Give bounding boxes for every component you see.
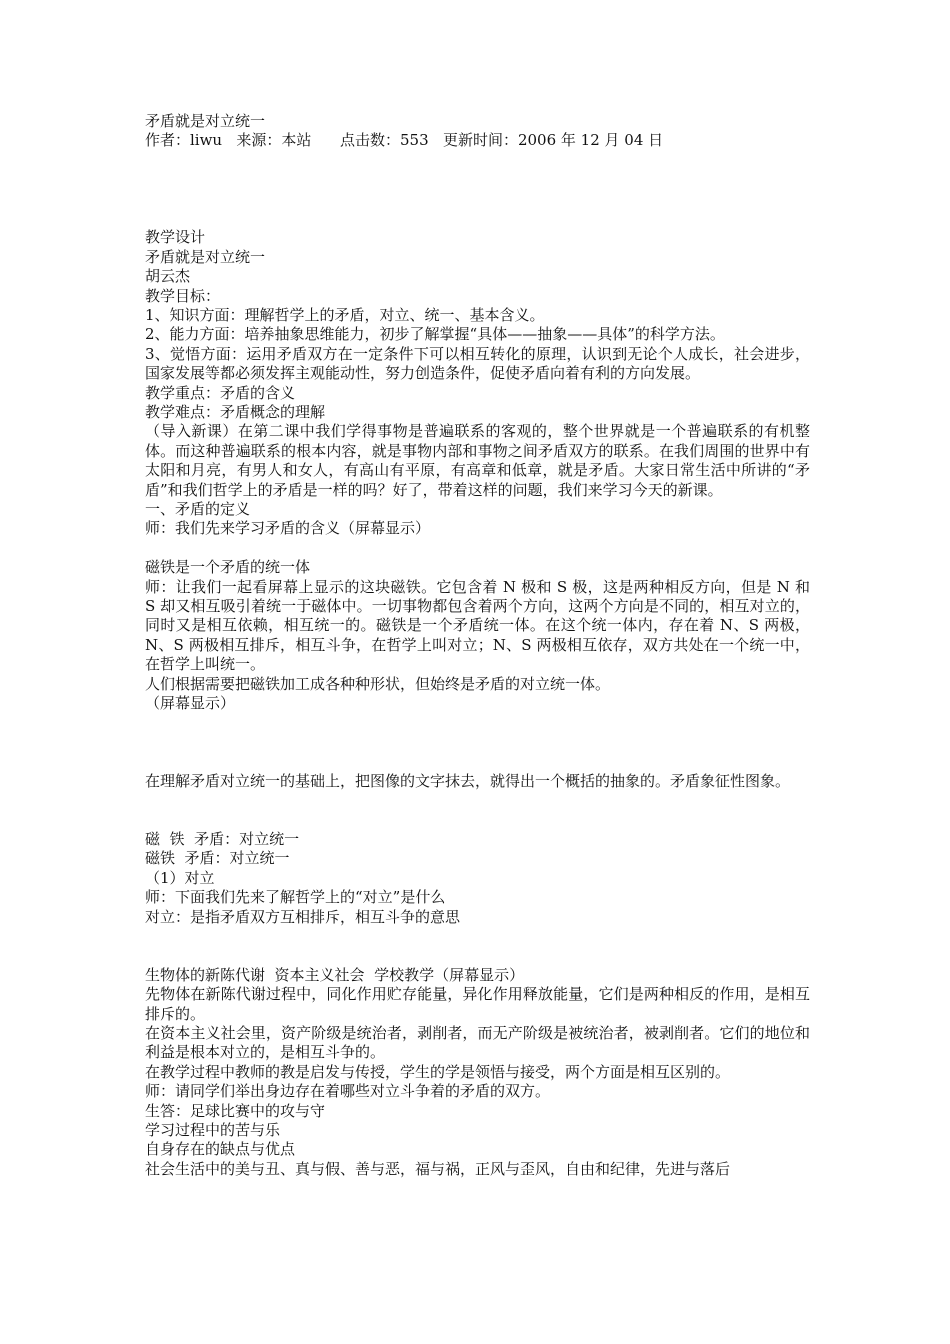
answer-item-self: 自身存在的缺点与优点 [145,1140,296,1159]
examples-heading: 生物体的新陈代谢 资本主义社会 学校教学（屏幕显示） [145,965,525,984]
spacer [145,752,810,771]
goals-heading: 教学目标： [145,286,221,305]
lesson-title: 矛盾就是对立统一 [145,247,266,266]
document-body [145,112,810,1179]
subheading-opposition: （1）对立 [145,868,215,887]
spacer [145,539,810,558]
teaching-line: 在教学过程中教师的教是启发与传授，学生的学是领悟与接受，两个方面是相互区别的。 [145,1062,731,1081]
abstraction-paragraph: 在理解矛盾对立统一的基础上，把图像的文字抹去，就得出一个概括的抽象的。矛盾象征性图象。 [145,771,791,790]
spacer [145,810,810,829]
metabolism-paragraph: 先物体在新陈代谢过程中，同化作用贮存能量，异化作用释放能量，它们是两种相反的作用，是相互排斥的。 [145,985,810,1023]
intro-paragraph: （导入新课）在第二课中我们学得事物是普遍联系的客观的，整个世界就是一个普遍联系的有机整体。而这种普遍联系的根本内容，就是事物内部和事物之间矛盾双方的联系。在我们周围的世界中有太阳和月亮，有男人和女人，有高山有平原，有高章和低章，就是矛盾。大家日常生活中所讲的“矛盾”和我们哲学上的矛盾是一样的吗？好了，带着这样的问题，我们来学习今天的新课。 [145,422,810,499]
goal-ability: 2、能力方面：培养抽象思维能力，初步了解掌握“具体——抽象——具体”的科学方法。 [145,325,725,344]
doc-meta: 作者：liwu 来源：本站 点击数：553 更新时间：2006 年 12 月 04 日 [145,131,664,150]
answer-item-learning: 学习过程中的苦与乐 [145,1120,281,1139]
screen-display-note: （屏幕显示） [145,694,236,713]
magnet-contradiction-2: 磁铁 矛盾：对立统一 [145,849,290,868]
spacer [145,151,810,170]
spacer [145,791,810,810]
spacer [145,170,810,189]
teacher-question: 师：请同学们举出身边存在着哪些对立斗争着的矛盾的双方。 [145,1082,551,1101]
author-name: 胡云杰 [145,267,191,286]
spacer [145,190,810,209]
section-heading-definition: 一、矛盾的定义 [145,500,251,519]
doc-title: 矛盾就是对立统一 [145,112,266,130]
magnet-contradiction-1: 磁 铁 矛盾：对立统一 [145,829,300,848]
magnet-paragraph: 师：让我们一起看屏幕上显示的这块磁铁。它包含着 N 极和 S 极，这是两种相反方向，但是 N 和 S 却又相互吸引着统一于磁体中。一切事物都包含着两个方向，这两个方向是不同的，相互对立的，同时又是相互依赖，相互统一的。磁铁是一个矛盾统一体。在这个统一体内，存在着 N、S 两极，N、S 两极相互排斥，相互斗争，在哲学上叫对立；N、S 两极相互依存，双方共处在一个统一中，在哲学上叫统一。 [145,577,810,674]
opposition-definition: 对立：是指矛盾双方互相排斥，相互斗争的意思 [145,907,461,926]
goal-knowledge: 1、知识方面：理解哲学上的矛盾，对立、统一、基本含义。 [145,306,545,324]
spacer [145,209,810,228]
spacer [145,733,810,752]
key-point: 教学重点：矛盾的含义 [145,383,296,402]
goal-awareness: 3、觉悟方面：运用矛盾双方在一定条件下可以相互转化的原理，认识到无论个人成长，社会进步，国家发展等都必须发挥主观能动性，努力创造条件，促使矛盾向着有利的方向发展。 [145,344,810,383]
teacher-line: 师：我们先来学习矛盾的含义（屏幕显示） [145,519,431,538]
heading-design: 教学设计 [145,228,206,247]
capitalism-paragraph: 在资本主义社会里，资产阶级是统治者，剥削者，而无产阶级是被统治者，被剥削者。它们的地位和利益是根本对立的，是相互斗争的。 [145,1023,810,1062]
spacer [145,714,810,733]
difficult-point: 教学难点：矛盾概念的理解 [145,403,326,422]
student-answer: 生答：足球比赛中的攻与守 [145,1101,326,1120]
spacer [145,946,810,965]
magnet-shapes-line: 人们根据需要把磁铁加工成各种种形状，但始终是矛盾的对立统一体。 [145,674,611,693]
spacer [145,927,810,946]
teacher-opposition-line: 师：下面我们先来了解哲学上的“对立”是什么 [145,888,446,907]
magnet-heading: 磁铁是一个矛盾的统一体 [145,558,311,577]
answer-item-society: 社会生活中的美与丑、真与假、善与恶，福与祸，正风与歪风，自由和纪律，先进与落后 [145,1159,731,1178]
